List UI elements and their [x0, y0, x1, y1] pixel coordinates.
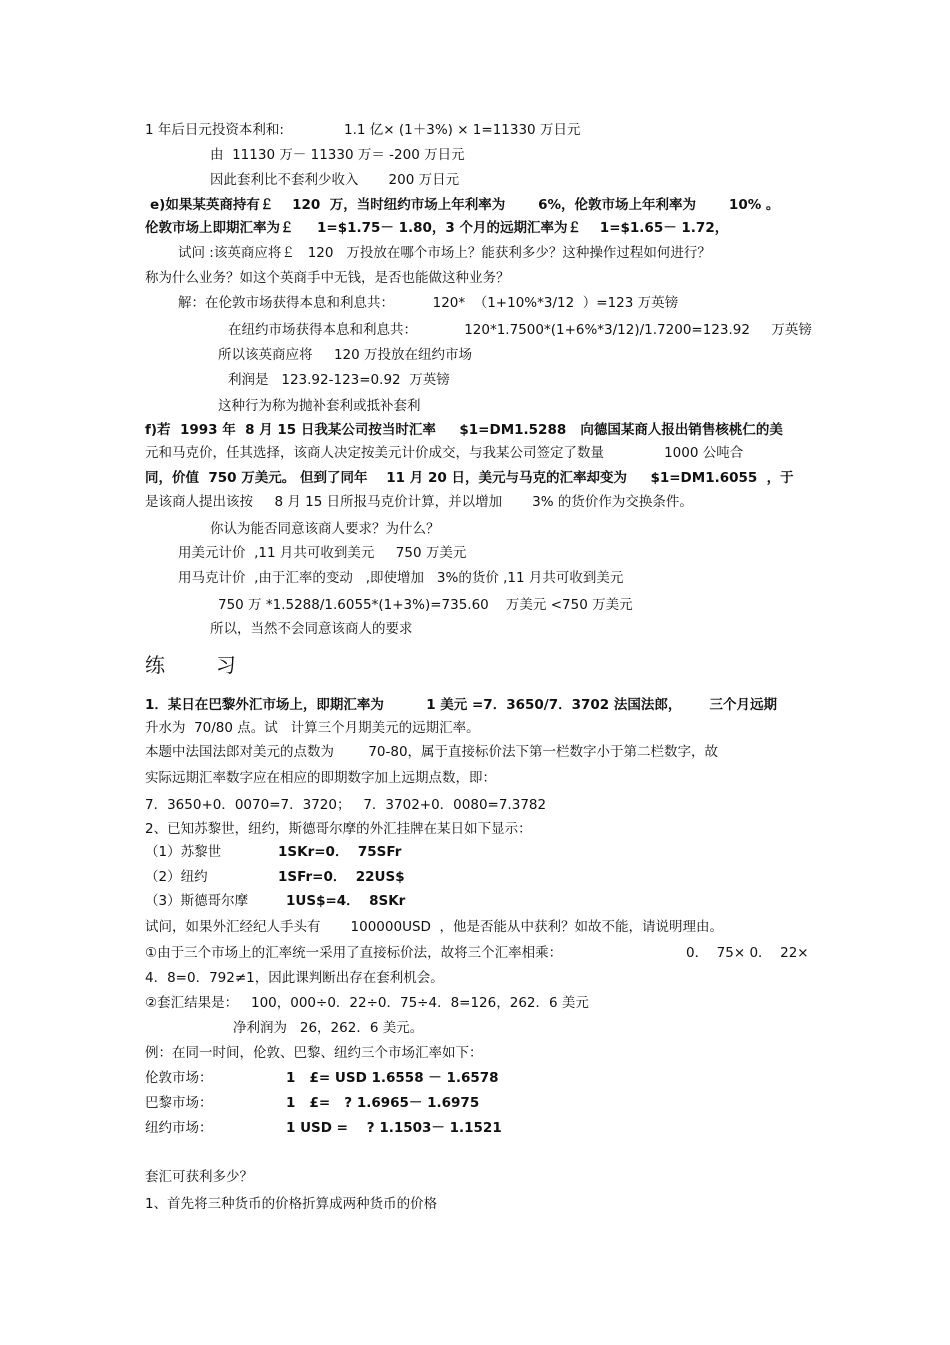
section-heading: 练 习: [145, 653, 236, 677]
exercise-line: 升水为 70/80 点。试 计算三个月期美元的远期汇率。: [145, 720, 480, 736]
exercise-line: 0． 75× 0． 22×: [686, 945, 809, 961]
exercise-line: 1．某日在巴黎外汇市场上，即期汇率为 1 美元 =7．3650/7．3702 法国法郎， 三个月远期: [145, 697, 778, 713]
question-e-line: e)如果某英商持有￡ 120 万，当时纽约市场上年利率为 6%，伦敦市场上年利率为 10% 。: [150, 197, 780, 213]
question-e-line: 试问 :该英商应将￡ 120 万投放在哪个市场上？能获利多少？这种操作过程如何进行？: [178, 245, 711, 261]
question-e-line: 伦敦市场上即期汇率为￡ 1=$1.75－ 1.80，3 个月的远期汇率为￡ 1=$1.65－ 1.72，: [145, 220, 729, 236]
exercise-line: 2、已知苏黎世，纽约，斯德哥尔摩的外汇挂牌在某日如下显示：: [145, 821, 532, 837]
example-line: 套汇可获利多少？: [145, 1169, 253, 1185]
exercise-line: 本题中法国法郎对美元的点数为 70-80，属于直接标价法下第一栏数字小于第二栏数字，故: [145, 744, 719, 760]
market-rate: 1 USD = ? 1.1503－ 1.1521: [286, 1120, 502, 1136]
exercise-line: 净利润为 26，262．6 美元。: [233, 1020, 424, 1036]
example-line: 1、首先将三种货币的价格折算成两种货币的价格: [145, 1196, 438, 1212]
market-label: 巴黎市场：: [145, 1095, 213, 1111]
market-rate: 1US$=4． 8SKr: [286, 893, 406, 909]
market-label: （2）纽约: [145, 869, 208, 885]
answer-line: 用美元计价 ,11 月共可收到美元 750 万美元: [178, 545, 467, 561]
market-rate: 1 £= USD 1.6558 － 1.6578: [286, 1070, 499, 1086]
question-f-line: 是该商人提出该按 8 月 15 日所报马克价计算，并以增加 3% 的货价作为交换条件。: [145, 494, 693, 510]
answer-line: 你认为能否同意该商人要求？为什么？: [210, 521, 440, 537]
market-label: （3）斯德哥尔摩: [145, 893, 249, 909]
exercise-line: 实际远期汇率数字应在相应的即期数字加上远期点数，即：: [145, 770, 496, 786]
market-rate: 1 £= ? 1.6965－ 1.6975: [286, 1095, 480, 1111]
question-f-line: 同，价值 750 万美元。 但到了同年 11 月 20 日，美元与马克的汇率却变为 $1=DM1.6055 ，于: [145, 470, 794, 486]
exercise-line: ②套汇结果是： 100，000÷0．22÷0．75÷4．8=126，262．6 美元: [145, 995, 589, 1011]
exercise-line: ①由于三个市场上的汇率统一采用了直接标价法，故将三个汇率相乘：: [145, 945, 563, 961]
answer-line: 在纽约市场获得本息和利息共： 120*1.7500*(1+6%*3/12)/1.7200=123.92 万英镑: [228, 322, 812, 338]
answer-line: 所以，当然不会同意该商人的要求: [210, 621, 413, 637]
text-line: 因此套利比不套利少收入 200 万日元: [210, 172, 460, 188]
exercise-line: 试问，如果外汇经纪人手头有 100000USD ，他是否能从中获利？如故不能，请说明理由。: [145, 919, 724, 935]
question-e-line: 称为什么业务？如这个英商手中无钱，是否也能做这种业务？: [145, 270, 510, 286]
answer-line: 所以该英商应将 120 万投放在纽约市场: [218, 347, 473, 363]
text-line: 由 11130 万－ 11330 万＝ -200 万日元: [210, 147, 465, 163]
example-line: 例：在同一时间，伦敦、巴黎、纽约三个市场汇率如下：: [145, 1045, 483, 1061]
market-rate: 1SKr=0． 75SFr: [278, 844, 402, 860]
answer-line: 利润是 123.92-123=0.92 万英镑: [228, 372, 450, 388]
market-label: 伦敦市场：: [145, 1070, 213, 1086]
answer-line: 750 万 *1.5288/1.6055*(1+3%)=735.60 万美元 <750 万美元: [218, 597, 633, 613]
exercise-line: 7．3650+0．0070=7．3720； 7．3702+0．0080=7.3782: [145, 797, 547, 813]
text-line: 1 年后日元投资本利和: 1.1 亿× (1＋3%) × 1=11330 万日元: [145, 122, 581, 138]
answer-line: 这种行为称为抛补套利或抵补套利: [218, 398, 421, 414]
exercise-line: 4．8=0．792≠1，因此课判断出存在套利机会。: [145, 970, 444, 986]
market-rate: 1SFr=0． 22US$: [278, 869, 405, 885]
question-f-line: f)若 1993 年 8 月 15 日我某公司按当时汇率 $1=DM1.5288 向德国某商人报出销售核桃仁的美: [145, 422, 783, 438]
market-label: 纽约市场：: [145, 1120, 213, 1136]
market-label: （1）苏黎世: [145, 844, 222, 860]
question-f-line: 元和马克价，任其选择，该商人决定按美元计价成交，与我某公司签定了数量 1000 公吨合: [145, 445, 744, 461]
answer-line: 解：在伦敦市场获得本息和利息共： 120* （1+10%*3/12 ）=123 万英镑: [178, 295, 679, 311]
answer-line: 用马克计价 ,由于汇率的变动 ,即使增加 3%的货价 ,11 月共可收到美元: [178, 570, 624, 586]
